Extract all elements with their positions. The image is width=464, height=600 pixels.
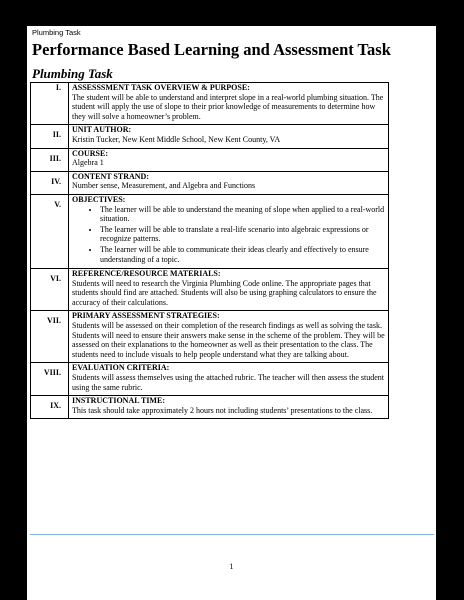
section-row: [31, 125, 389, 148]
section-heading: CONTENT STRAND:: [72, 171, 149, 181]
section-content: [69, 194, 389, 268]
section-body: Algebra 1: [72, 158, 104, 168]
section-numeral: V.: [31, 194, 69, 268]
document-page: [27, 26, 436, 600]
task-outline-table: [30, 82, 389, 419]
section-body: Kristin Tucker, New Kent Middle School, New Kent County, VA: [72, 134, 281, 144]
section-row: [31, 311, 389, 363]
section-numeral: VI.: [31, 269, 69, 311]
document-title: Performance Based Learning and Assessment Task: [32, 40, 391, 59]
section-numeral: I.: [31, 83, 69, 125]
section-row: [31, 363, 389, 396]
section-numeral: III.: [31, 148, 69, 171]
section-row: [31, 269, 389, 311]
section-body: Students will be assessed on their completion of the research findings as well as solving the task. Students will need to ensure their answers make sense in the scheme of the problem. They will be assessed on their explanations to the homeowner as well as their presentation to the class. The students need to include visuals to help people understand what they are talking about.: [72, 321, 385, 359]
section-heading: PRIMARY ASSESSMENT STRATEGIES:: [72, 311, 220, 321]
section-body: Students will need to research the Virginia Plumbing Code online. The appropriate pages that students should find are attached. Students will also be using graphing calculators to ensure the accuracy of their calculations.: [72, 278, 377, 307]
section-row: [31, 396, 389, 419]
section-content: [69, 396, 389, 419]
section-numeral: VII.: [31, 311, 69, 363]
section-row: [31, 83, 389, 125]
section-heading: EVALUATION CRITERIA:: [72, 363, 170, 373]
section-heading: ASSESSSMENT TASK OVERVIEW & PURPOSE:: [72, 83, 250, 92]
section-content: [69, 148, 389, 171]
list-item: • The learner will be able to communicate their ideas clearly and effectively to ensure understanding of a topic.: [100, 245, 385, 264]
section-content: [69, 311, 389, 363]
section-row: [31, 148, 389, 171]
objectives-list: [72, 205, 385, 265]
section-body: The student will be able to understand and interpret slope in a real-world plumbing situation. The student will apply the use of slope to their prior knowledge of measurements to determine how they will solve a homeowner’s problem.: [72, 92, 384, 121]
section-body: Number sense, Measurement, and Algebra and Functions: [72, 181, 256, 191]
page-number: 1: [229, 562, 234, 571]
section-heading: REFERENCE/RESOURCE MATERIALS:: [72, 269, 221, 279]
section-numeral: VIII.: [31, 363, 69, 396]
running-head: Plumbing Task: [32, 28, 81, 37]
section-heading: COURSE:: [72, 148, 109, 158]
section-heading: UNIT AUTHOR:: [72, 125, 132, 135]
footer-divider: [30, 534, 434, 535]
section-content: [69, 83, 389, 125]
task-title: Plumbing Task: [32, 66, 113, 81]
section-content: [69, 269, 389, 311]
section-body: This task should take approximately 2 hours not including students’ presentations to the class.: [72, 405, 373, 415]
list-item: • The learner will be able to translate a real-life scenario into algebraic expressions or recognize patterns.: [100, 225, 385, 244]
section-numeral: IX.: [31, 396, 69, 419]
section-content: [69, 125, 389, 148]
section-content: [69, 171, 389, 194]
section-row: [31, 194, 389, 268]
section-heading: INSTRUCTIONAL TIME:: [72, 396, 165, 406]
section-body: Students will assess themselves using the attached rubric. The teacher will then assess the student using the same rubric.: [72, 373, 385, 392]
section-numeral: IV.: [31, 171, 69, 194]
section-row: [31, 171, 389, 194]
section-numeral: II.: [31, 125, 69, 148]
list-item: • The learner will be able to understand the meaning of slope when applied to a real-world situation.: [100, 205, 385, 224]
section-heading: OBJECTIVES:: [72, 194, 126, 204]
section-content: [69, 363, 389, 396]
